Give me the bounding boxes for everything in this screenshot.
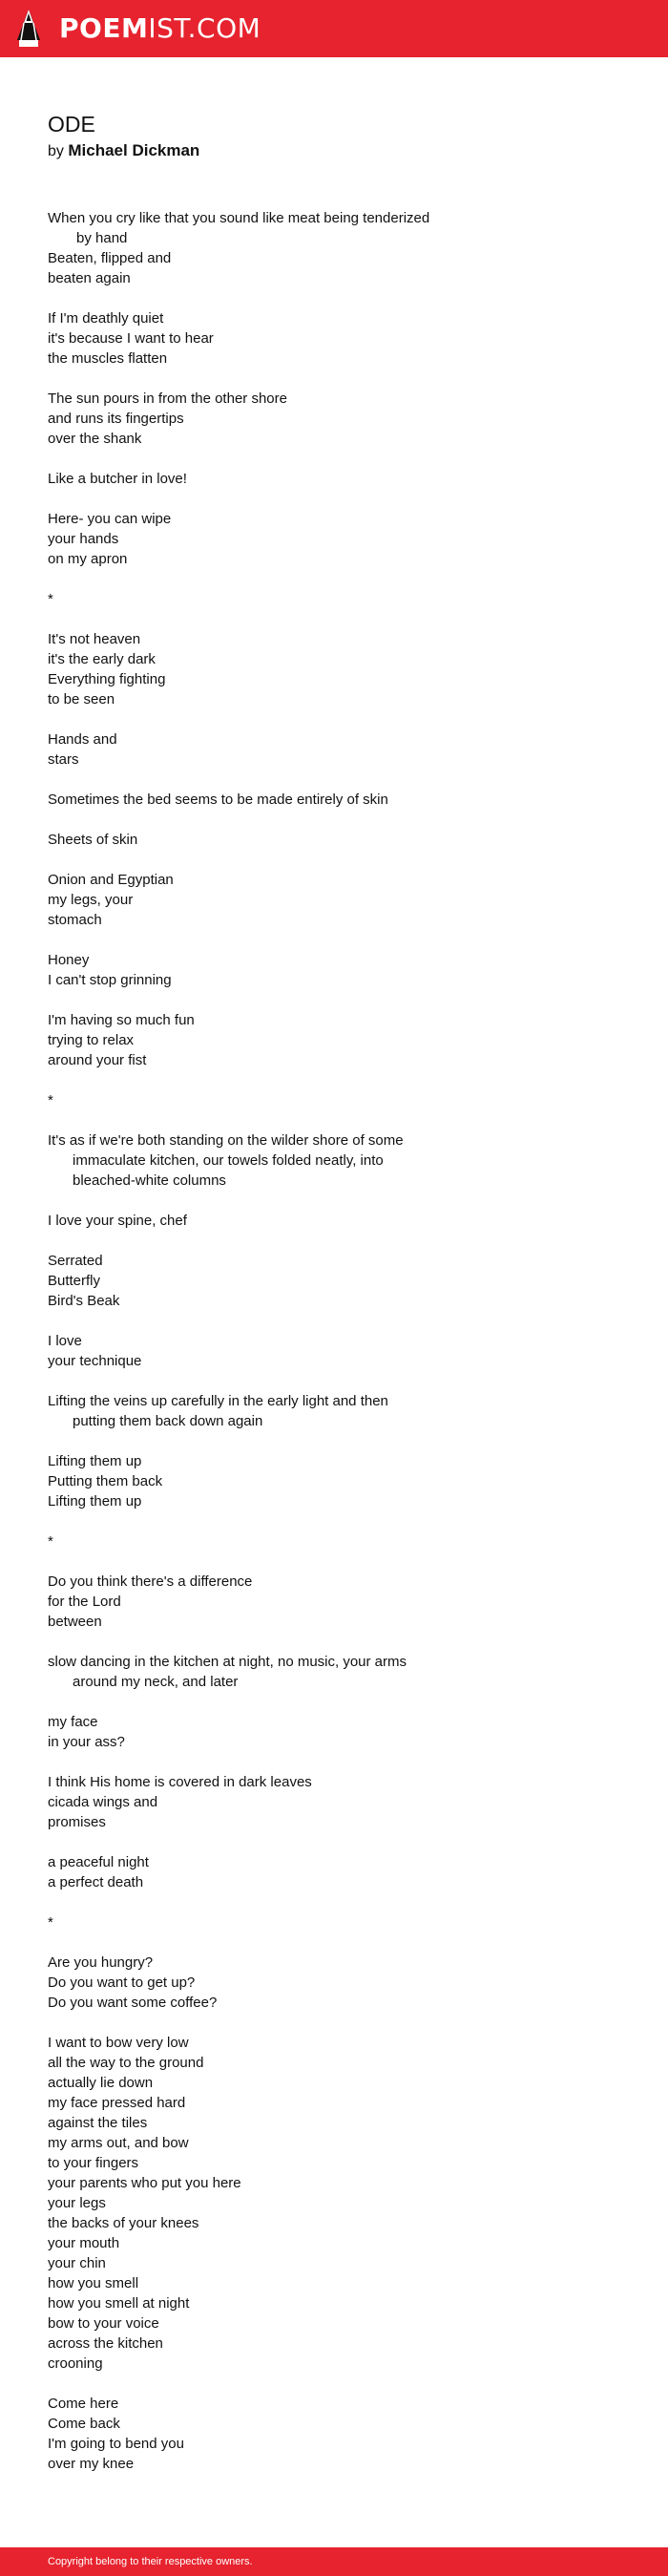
poem-line: all the way to the ground <box>48 2055 204 2071</box>
author-link[interactable]: Michael Dickman <box>68 141 200 159</box>
poem-line: Hands and <box>48 731 117 748</box>
stanza-break <box>48 1752 639 1772</box>
poem-line: it's because I want to hear <box>48 330 214 347</box>
poem-line: against the tiles <box>48 2115 148 2131</box>
poem-title: ODE <box>48 112 95 137</box>
stanza-break <box>48 810 639 830</box>
poem-line: Putting them back <box>48 1473 163 1489</box>
poem-line: Lifting them up <box>48 1453 142 1469</box>
logo-bold-part: POEM <box>59 12 149 44</box>
stanza-break <box>48 1892 639 1912</box>
poem-line: When you cry like that you sound like meat being tenderized <box>48 210 430 226</box>
poem-line: my face pressed hard <box>48 2095 186 2111</box>
section-divider: * <box>48 1092 53 1109</box>
poem-line: It's as if we're both standing on the wilder shore of some <box>48 1132 404 1149</box>
poem-line: Here- you can wipe <box>48 511 172 527</box>
poem-line: to be seen <box>48 691 115 707</box>
stanza-break <box>48 990 639 1010</box>
poem-line: in your ass? <box>48 1734 125 1750</box>
poem-line: the backs of your knees <box>48 2215 199 2231</box>
stanza-break <box>48 1552 639 1572</box>
poem-line: Are you hungry? <box>48 1954 154 1971</box>
poem-line: Serrated <box>48 1253 103 1269</box>
poem-line: Onion and Egyptian <box>48 872 174 888</box>
stanza-break <box>48 1932 639 1953</box>
poem-line: Do you want some coffee? <box>48 1995 218 2011</box>
poem-line: I'm having so much fun <box>48 1012 195 1028</box>
poem-line: on my apron <box>48 551 128 567</box>
poem-line: Honey <box>48 952 90 968</box>
poem-line: actually lie down <box>48 2075 154 2091</box>
poem-line: how you smell at night <box>48 2295 190 2312</box>
poem-line: your hands <box>48 531 119 547</box>
poem-line: I love your spine, chef <box>48 1213 187 1229</box>
poem-line: bow to your voice <box>48 2315 159 2332</box>
poem-line: I think His home is covered in dark leaves <box>48 1774 312 1790</box>
poem-line: your legs <box>48 2195 106 2211</box>
poem-line: slow dancing in the kitchen at night, no music, your arms <box>48 1654 407 1670</box>
site-header <box>0 0 668 57</box>
poem-body <box>48 208 639 2474</box>
stanza-break <box>48 1692 639 1712</box>
stanza-break <box>48 709 639 729</box>
poem-line: beaten again <box>48 270 131 286</box>
poem-line: Lifting the veins up carefully in the early light and then <box>48 1393 388 1409</box>
stanza-break <box>48 1231 639 1251</box>
poem-line: over the shank <box>48 431 142 447</box>
stanza-break <box>48 1832 639 1852</box>
copyright-text: Copyright belong to their respective owners. <box>48 2556 253 2567</box>
logo-light-part: IST.COM <box>148 12 261 44</box>
site-footer <box>0 2547 668 2576</box>
stanza-break <box>48 569 639 589</box>
poem-line: Sheets of skin <box>48 832 138 848</box>
site-logo-text[interactable] <box>59 13 261 44</box>
poem-line: promises <box>48 1814 106 1830</box>
stanza-break <box>48 1431 639 1451</box>
poem-line: bleached-white columns <box>73 1172 226 1189</box>
stanza-break <box>48 2013 639 2033</box>
poem-line: Do you want to get up? <box>48 1974 196 1991</box>
poem-line: your parents who put you here <box>48 2175 241 2191</box>
poem-line: my face <box>48 1714 98 1730</box>
stanza-break <box>48 609 639 629</box>
poem-line: The sun pours in from the other shore <box>48 391 287 407</box>
stanza-break <box>48 1371 639 1391</box>
poem-line: It's not heaven <box>48 631 141 647</box>
poem-line: Sometimes the bed seems to be made entirely of skin <box>48 792 388 808</box>
poem-line: Bird's Beak <box>48 1293 120 1309</box>
poem-line: Come back <box>48 2416 120 2432</box>
stanza-break <box>48 449 639 469</box>
poem-line: Lifting them up <box>48 1493 142 1510</box>
stanza-break <box>48 1070 639 1090</box>
stanza-break <box>48 1632 639 1652</box>
poem-line: Butterfly <box>48 1273 101 1289</box>
poem-line: the muscles flatten <box>48 350 168 367</box>
stanza-break <box>48 1191 639 1211</box>
section-divider: * <box>48 1533 53 1550</box>
poem-byline <box>48 139 199 163</box>
poem-line: Like a butcher in love! <box>48 471 187 487</box>
poem-line: over my knee <box>48 2456 135 2472</box>
poem-line: crooning <box>48 2355 103 2372</box>
poem-line: your chin <box>48 2255 106 2271</box>
poem-line: Do you think there's a difference <box>48 1573 253 1590</box>
stanza-break <box>48 1511 639 1531</box>
poem-line: I love <box>48 1333 82 1349</box>
poem-line: a perfect death <box>48 1874 144 1890</box>
section-divider: * <box>48 591 53 607</box>
stanza-break <box>48 489 639 509</box>
poem-line: by hand <box>76 230 128 246</box>
poem-line: between <box>48 1614 102 1630</box>
poem-line: Everything fighting <box>48 671 166 687</box>
stanza-break <box>48 850 639 870</box>
stanza-break <box>48 288 639 308</box>
poem-line: around your fist <box>48 1052 147 1068</box>
poem-line: trying to relax <box>48 1032 135 1048</box>
stanza-break <box>48 930 639 950</box>
poem-line: stars <box>48 751 79 768</box>
section-divider: * <box>48 1914 53 1931</box>
stanza-break <box>48 1110 639 1130</box>
poem-line: across the kitchen <box>48 2335 163 2352</box>
poem-line: I can't stop grinning <box>48 972 172 988</box>
poem-line: my arms out, and bow <box>48 2135 189 2151</box>
stanza-break <box>48 770 639 790</box>
poem-line: a peaceful night <box>48 1854 149 1870</box>
stanza-break <box>48 2374 639 2394</box>
poem-line: I'm going to bend you <box>48 2436 184 2452</box>
poem-line: putting them back down again <box>73 1413 263 1429</box>
stanza-break <box>48 369 639 389</box>
by-label: by <box>48 143 64 159</box>
poem-line: stomach <box>48 912 102 928</box>
poem-line: my legs, your <box>48 892 134 908</box>
stanza-break <box>48 1311 639 1331</box>
poem-line: how you smell <box>48 2275 139 2291</box>
poem-line: cicada wings and <box>48 1794 158 1810</box>
poem-line: for the Lord <box>48 1594 121 1610</box>
pencil-logo-icon[interactable] <box>13 8 44 50</box>
poem-line: it's the early dark <box>48 651 156 667</box>
poem-line: If I'm deathly quiet <box>48 310 164 327</box>
poem-line: Come here <box>48 2396 119 2412</box>
poem-line: your technique <box>48 1353 142 1369</box>
poem-line: immaculate kitchen, our towels folded neatly, into <box>73 1152 384 1169</box>
poem-line: to your fingers <box>48 2155 139 2171</box>
poem-line: I want to bow very low <box>48 2035 189 2051</box>
poem-line: around my neck, and later <box>73 1674 239 1690</box>
poem-line: Beaten, flipped and <box>48 250 172 266</box>
poem-line: and runs its fingertips <box>48 411 184 427</box>
poem-line: your mouth <box>48 2235 120 2251</box>
